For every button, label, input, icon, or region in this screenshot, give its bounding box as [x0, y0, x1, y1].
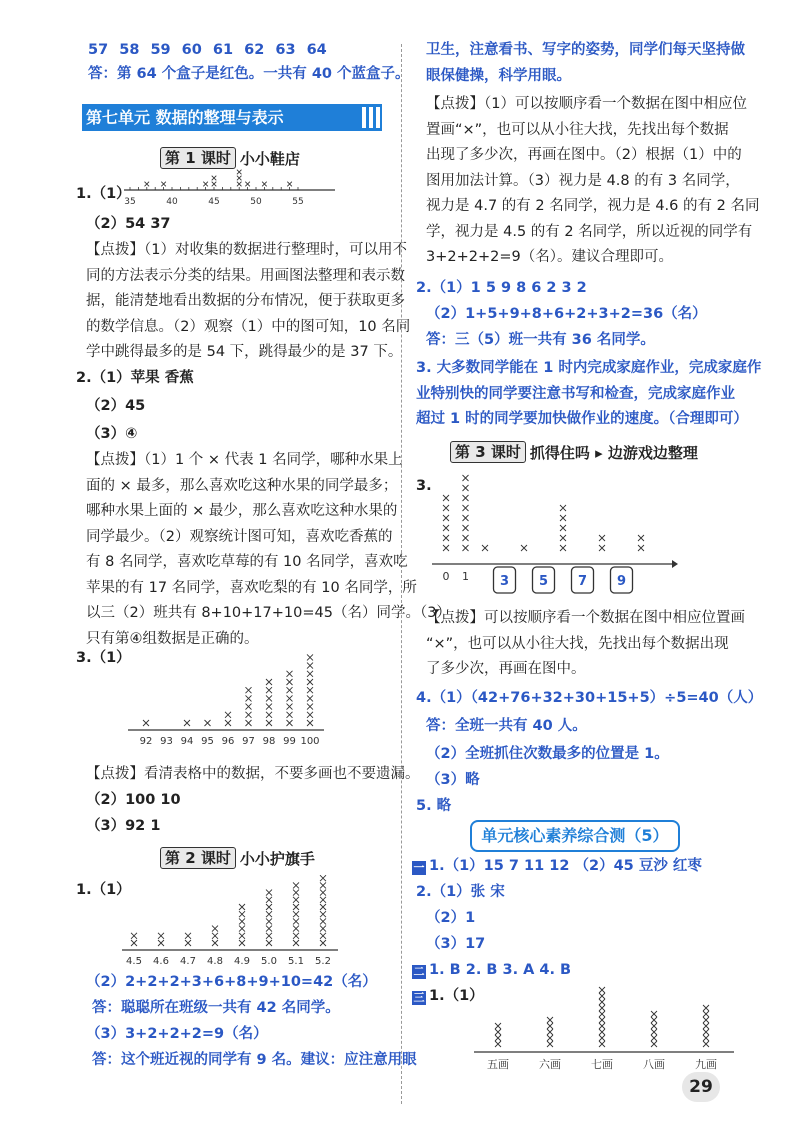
stroke-count-dotplot: [474, 984, 734, 1074]
l1-q2-2: （2）45: [86, 398, 146, 414]
t2-3: （3）17: [426, 936, 486, 952]
cross-mark: [443, 535, 449, 541]
cross-mark: [703, 1035, 709, 1041]
cross-mark: [293, 890, 299, 896]
cross-mark: [212, 926, 218, 932]
score-dotplot: [126, 644, 326, 748]
r-q2-ans: 答：三（5）班一共有 36 名同学。: [426, 332, 655, 348]
cross-mark: [651, 1023, 657, 1029]
cross-mark: [212, 176, 217, 181]
cross-mark: [212, 182, 217, 187]
tick-label: 4.5: [126, 956, 142, 967]
cross-mark: [638, 545, 644, 551]
cross-mark: [205, 720, 211, 726]
page-number: 29: [682, 1072, 720, 1102]
cross-mark: [143, 720, 149, 726]
text-line: 同的方法表示分类的结果。用画图法整理和表示数: [86, 267, 405, 284]
tick-label: 55: [292, 197, 304, 207]
cross-mark: [495, 1041, 501, 1047]
cross-mark: [246, 704, 252, 710]
tick-label: 93: [160, 736, 173, 747]
cross-mark: [599, 1041, 605, 1047]
tick-label: 4.7: [180, 956, 196, 967]
tick-label: 95: [201, 736, 214, 747]
cross-mark: [293, 897, 299, 903]
cross-mark: [266, 918, 272, 924]
boxed-tick-label: 3: [499, 574, 510, 589]
l2-ans3: 答：这个班近视的同学有 9 名。建议：应注意用眼: [92, 1052, 417, 1068]
cross-mark: [237, 170, 242, 175]
tick-label: 4.8: [207, 956, 223, 967]
tick-label: 5.1: [288, 956, 304, 967]
cross-mark: [320, 933, 326, 939]
l3-q4: 4.（1）（42+76+32+30+15+5）÷5=40（人）: [416, 690, 763, 706]
cross-mark: [237, 176, 242, 181]
cross-mark: [293, 933, 299, 939]
cross-mark: [266, 890, 272, 896]
tick-label: 40: [166, 197, 178, 207]
text-line: 了多少次，再画在图中。: [426, 661, 586, 677]
text-line: 面的 × 最多，那么喜欢吃这种水果的同学最多；: [86, 477, 398, 494]
l1-question-1: 1.（1）: [76, 186, 131, 202]
cross-mark: [495, 1029, 501, 1035]
text-line: 置画“×”，也可以从小往大找，先找出每个数据: [426, 121, 729, 138]
cross-mark: [158, 933, 164, 939]
text-line: 哪种水果上面的 × 最少，那么喜欢吃这种水果的: [86, 503, 398, 519]
cross-mark: [521, 545, 527, 551]
top-numbers: 57 58 59 60 61 62 63 64: [88, 42, 327, 58]
unit-title-banner: [82, 104, 382, 131]
cross-mark: [266, 695, 272, 701]
text-line: 业特别快的同学要注意书写和检查，完成家庭作业: [416, 385, 735, 402]
tick-label: 97: [242, 736, 255, 747]
tick-label: 六画: [539, 1058, 561, 1071]
text-line: 据，能清楚地看出数据的分布情况，便于获取更多: [86, 293, 405, 309]
cross-mark: [266, 720, 272, 726]
cross-mark: [651, 1035, 657, 1041]
column-divider: [401, 44, 402, 1104]
cross-mark: [599, 1035, 605, 1041]
l3-q4-2: （2）全班抓住次数最多的位置是 1。: [426, 746, 669, 762]
cross-mark: [560, 505, 566, 511]
cross-mark: [307, 679, 313, 685]
cross-mark: [287, 671, 293, 677]
cross-mark: [212, 940, 218, 946]
banner-stripes: [359, 107, 380, 136]
cross-mark: [239, 926, 245, 932]
cross-mark: [547, 1023, 553, 1029]
l3-q5: 5. 略: [416, 798, 452, 814]
tick-label: 七画: [591, 1058, 613, 1071]
cross-mark: [320, 940, 326, 946]
cross-mark: [307, 712, 313, 718]
tick-label: 八画: [643, 1058, 665, 1071]
cross-mark: [463, 545, 469, 551]
cross-mark: [307, 704, 313, 710]
l3-q3: 3.: [416, 478, 432, 494]
cross-mark: [599, 545, 605, 551]
vision-dotplot: [120, 872, 340, 968]
cross-mark: [203, 182, 208, 187]
text-line: 学，视力是 4.5 的有 2 名同学，所以近视的同学有: [426, 223, 753, 240]
text-line: 视力是 4.7 的有 2 名同学，视力是 4.6 的有 2 名同: [426, 198, 760, 214]
cross-mark: [443, 545, 449, 551]
cross-mark: [246, 695, 252, 701]
cross-mark: [239, 933, 245, 939]
cross-mark: [320, 890, 326, 896]
tick-label: 96: [221, 736, 235, 747]
catch-position-dotplot: [428, 470, 678, 600]
section-badge: 一: [413, 861, 425, 874]
cross-mark: [463, 535, 469, 541]
text-line: 以三（2）班共有 8+10+17+10=45（名）同学。（3）: [86, 605, 451, 621]
l1-q2-3: （3）④: [86, 426, 138, 442]
text-line: “×”，也可以从小往大找，先找出每个数据出现: [426, 635, 729, 652]
cross-mark: [287, 712, 293, 718]
cross-mark: [307, 695, 313, 701]
lesson-tag: 第 1 课时: [160, 147, 236, 169]
boxed-tick-label: 7: [577, 574, 588, 589]
cross-mark: [239, 918, 245, 924]
cross-mark: [560, 545, 566, 551]
cross-mark: [638, 535, 644, 541]
t1-text: 1.（1）15 7 11 12 （2）45 豆沙 红枣: [429, 858, 702, 874]
cross-mark: [443, 525, 449, 531]
cross-mark: [287, 182, 292, 187]
cross-mark: [287, 695, 293, 701]
cross-mark: [320, 926, 326, 932]
cross-mark: [287, 679, 293, 685]
lesson-tag: 第 3 课时: [450, 441, 526, 463]
cross-mark: [266, 704, 272, 710]
cross-mark: [495, 1023, 501, 1029]
cross-mark: [495, 1035, 501, 1041]
cont-line-1: 卫生，注意看书、写字的姿势，同学们每天坚持做: [426, 42, 745, 58]
cross-mark: [307, 654, 313, 660]
l1-q3-3: （3）92 1: [86, 818, 161, 834]
tick-label: 4.6: [153, 956, 169, 967]
boxed-tick-label: 5: [538, 574, 549, 589]
lesson-title: 小小鞋店: [239, 149, 300, 168]
tick-label: 35: [124, 197, 136, 207]
cross-mark: [131, 940, 137, 946]
cross-mark: [320, 904, 326, 910]
cross-mark: [547, 1017, 553, 1023]
cross-mark: [320, 875, 326, 881]
t2-2: （2）1: [426, 910, 476, 926]
l1-q1-2: （2）54 37: [86, 216, 171, 232]
text-line: 3. 大多数同学能在 1 时内完成家庭作业，完成家庭作: [416, 360, 762, 376]
tick-label: 45: [208, 197, 220, 207]
text-line: 图用加法计算。（3）视力是 4.8 的有 3 名同学，: [426, 172, 740, 189]
cross-mark: [443, 505, 449, 511]
tick-label: 98: [262, 736, 276, 747]
text-line: 【点拨】（1）对收集的数据进行整理时，可以用不: [86, 242, 407, 258]
cross-mark: [599, 1029, 605, 1035]
l1-q3: 3.（1）: [76, 650, 131, 666]
l2-ans2: 答：聪聪所在班级一共有 42 名同学。: [92, 1000, 340, 1016]
cross-mark: [161, 182, 166, 187]
cross-mark: [599, 535, 605, 541]
tick-label: 九画: [695, 1058, 717, 1071]
cross-mark: [703, 1023, 709, 1029]
cross-mark: [560, 535, 566, 541]
cross-mark: [599, 987, 605, 993]
text-line: 【点拨】（1）可以按顺序看一个数据在图中相应位: [426, 96, 747, 112]
tick-label: 4.9: [234, 956, 250, 967]
cross-mark: [463, 485, 469, 491]
cross-mark: [651, 1041, 657, 1047]
cross-mark: [239, 940, 245, 946]
cross-mark: [225, 712, 231, 718]
tick-label: 0: [442, 570, 450, 583]
cross-mark: [293, 940, 299, 946]
tick-label: 94: [180, 736, 194, 747]
cross-mark: [547, 1041, 553, 1047]
cross-mark: [266, 933, 272, 939]
cross-mark: [293, 911, 299, 917]
text-line: 苹果的有 17 名同学，喜欢吃梨的有 10 名同学，所: [86, 579, 417, 596]
l3-q4-3: （3）略: [426, 772, 480, 788]
cross-mark: [599, 1017, 605, 1023]
cross-mark: [239, 904, 245, 910]
text-line: 【点拨】（1）1 个 × 代表 1 名同学，哪种水果上: [86, 452, 403, 468]
cross-mark: [266, 911, 272, 917]
cross-mark: [266, 687, 272, 693]
cross-mark: [599, 1005, 605, 1011]
tick-label: 92: [139, 736, 153, 747]
t2-1: 2.（1）张 宋: [416, 884, 505, 900]
cross-mark: [560, 515, 566, 521]
shoe-size-dotplot: [120, 168, 340, 208]
cross-mark: [703, 1041, 709, 1047]
cross-mark: [266, 897, 272, 903]
cross-mark: [703, 1017, 709, 1023]
text-line: 超过 1 时的同学要加快做作业的速度。（合理即可）: [416, 411, 748, 427]
cross-mark: [266, 712, 272, 718]
cross-mark: [287, 687, 293, 693]
lesson-tag: 第 2 课时: [160, 847, 236, 869]
top-answer: 答：第 64 个盒子是红色。一共有 40 个蓝盒子。: [88, 66, 410, 82]
cross-mark: [246, 712, 252, 718]
text-line: 【点拨】可以按顺序看一个数据在图中相应位置画: [426, 610, 745, 626]
l1-tip3: 【点拨】看清表格中的数据，不要多画也不要遗漏。: [86, 766, 420, 782]
cross-mark: [463, 515, 469, 521]
cross-mark: [246, 720, 252, 726]
lesson-1-header: [160, 146, 300, 170]
text-line: 出现了多少次，再画在图中。（2）根据（1）中的: [426, 147, 742, 163]
cross-mark: [184, 720, 190, 726]
l1-q2-1: 2.（1）苹果 香蕉: [76, 370, 194, 386]
cross-mark: [239, 911, 245, 917]
l2-question-1: 1.（1）: [76, 882, 131, 898]
cross-mark: [320, 911, 326, 917]
cross-mark: [246, 687, 252, 693]
cross-mark: [547, 1035, 553, 1041]
t4-line: [412, 986, 484, 1006]
t3-text: 1. B 2. B 3. A 4. B: [429, 962, 572, 978]
cross-mark: [225, 720, 231, 726]
cross-mark: [293, 904, 299, 910]
lesson-title: 抓得住吗 ▸ 边游戏边整理: [529, 443, 698, 462]
cross-mark: [287, 704, 293, 710]
l3-q4-ans: 答：全班一共有 40 人。: [426, 718, 587, 734]
cross-mark: [307, 663, 313, 669]
cross-mark: [463, 495, 469, 501]
l2-q1-3: （3）3+2+2+2=9（名）: [86, 1026, 268, 1042]
cross-mark: [245, 182, 250, 187]
tick-label: 1: [462, 570, 469, 583]
boxed-tick-label: 9: [616, 574, 627, 589]
cont-line-2: 眼保健操，科学用眼。: [426, 68, 571, 84]
cross-mark: [266, 679, 272, 685]
l1-q3-2: （2）100 10: [86, 792, 181, 808]
tick-label: 五画: [487, 1058, 509, 1071]
lesson-title: 小小护旗手: [239, 849, 315, 868]
cross-mark: [599, 999, 605, 1005]
cross-mark: [266, 904, 272, 910]
section-badge: 二: [413, 965, 425, 978]
cross-mark: [293, 926, 299, 932]
text-line: 同学最少。（2）观察统计图可知，喜欢吃香蕉的: [86, 528, 393, 545]
cross-mark: [703, 1005, 709, 1011]
tick-label: 5.0: [261, 956, 277, 967]
r-q2-1: 2.（1）1 5 9 8 6 2 3 2: [416, 280, 587, 296]
cross-mark: [463, 505, 469, 511]
cross-mark: [547, 1029, 553, 1035]
section-badge: 三: [413, 991, 425, 1004]
cross-mark: [320, 882, 326, 888]
tick-label: 99: [283, 736, 296, 747]
cross-mark: [307, 720, 313, 726]
tick-label: 50: [250, 197, 262, 207]
cross-mark: [599, 1011, 605, 1017]
cross-mark: [320, 918, 326, 924]
cross-mark: [599, 1023, 605, 1029]
text-line: 只有第④组数据是正确的。: [86, 630, 259, 647]
t1-line: [412, 856, 702, 876]
text-line: 3+2+2+2=9（名）。建议合理即可。: [426, 249, 673, 265]
cross-mark: [463, 475, 469, 481]
cross-mark: [443, 515, 449, 521]
cross-mark: [307, 671, 313, 677]
text-line: 有 8 名同学，喜欢吃草莓的有 10 名同学，喜欢吃: [86, 554, 408, 570]
cross-mark: [651, 1029, 657, 1035]
cross-mark: [145, 182, 150, 187]
cross-mark: [482, 545, 488, 551]
cross-mark: [185, 940, 191, 946]
t4-text: 1.（1）: [429, 988, 484, 1004]
cross-mark: [287, 720, 293, 726]
l2-q1-2: （2）2+2+2+3+6+8+9+10=42（名）: [86, 974, 377, 990]
tick-label: 5.2: [315, 956, 331, 967]
test-title: 单元核心素养综合测（5）: [470, 820, 680, 852]
cross-mark: [131, 933, 137, 939]
cross-mark: [266, 940, 272, 946]
r-q2-2: （2）1+5+9+8+6+2+3+2=36（名）: [426, 306, 707, 322]
cross-mark: [185, 933, 191, 939]
text-line: 的数学信息。（2）观察（1）中的图可知，10 名同: [86, 318, 411, 335]
cross-mark: [651, 1011, 657, 1017]
t3-line: [412, 960, 571, 980]
cross-mark: [212, 933, 218, 939]
cross-mark: [307, 687, 313, 693]
text-line: 学中跳得最多的是 54 下，跳得最少的是 37 下。: [86, 344, 403, 360]
unit-title: 第七单元 数据的整理与表示: [86, 108, 284, 127]
lesson-2-header: [160, 846, 315, 870]
cross-mark: [262, 182, 267, 187]
lesson-3-header: [450, 440, 698, 464]
cross-mark: [703, 1011, 709, 1017]
cross-mark: [463, 525, 469, 531]
cross-mark: [293, 882, 299, 888]
cross-mark: [703, 1029, 709, 1035]
cross-mark: [443, 495, 449, 501]
cross-mark: [599, 993, 605, 999]
cross-mark: [651, 1017, 657, 1023]
cross-mark: [320, 897, 326, 903]
cross-mark: [560, 525, 566, 531]
cross-mark: [158, 940, 164, 946]
cross-mark: [266, 926, 272, 932]
cross-mark: [293, 918, 299, 924]
tick-label: 100: [300, 736, 320, 747]
cross-mark: [237, 182, 242, 187]
